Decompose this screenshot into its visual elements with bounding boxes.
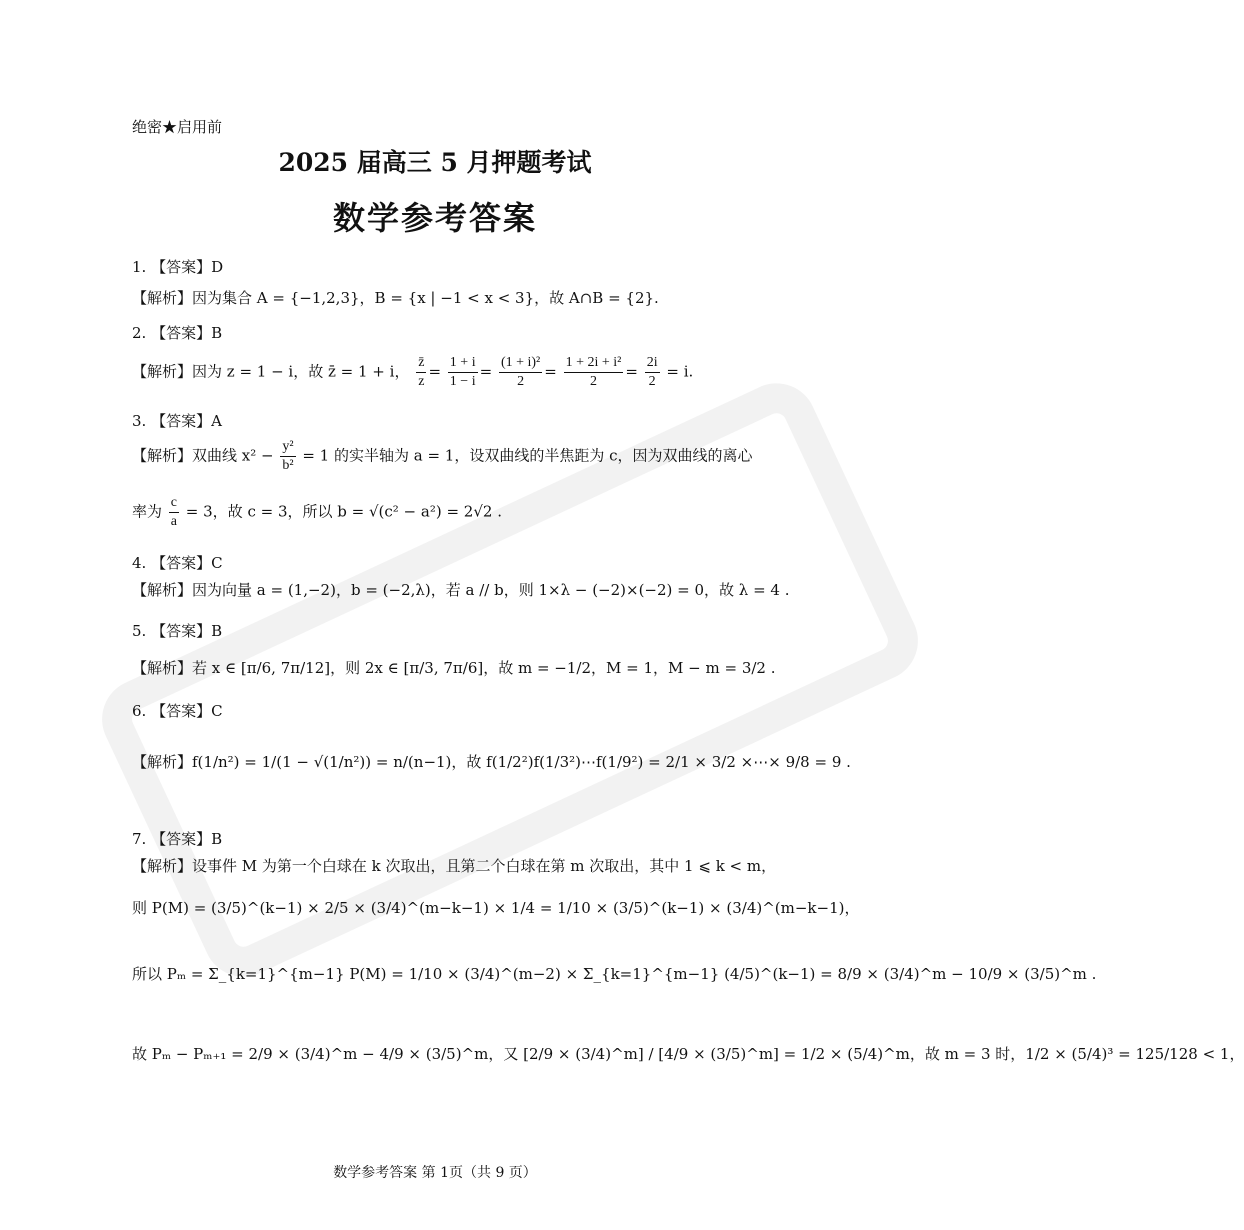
- solution-2-end: = i.: [666, 362, 694, 381]
- solution-3-text-a: 【解析】双曲线 x² −: [132, 446, 274, 465]
- answer-4: 4. 【答案】C: [132, 554, 223, 572]
- answer-1: 1. 【答案】D: [132, 258, 224, 276]
- answer-5: 5. 【答案】B: [132, 622, 223, 640]
- solution-7-line3: 所以 Pₘ = Σ_{k=1}^{m−1} P(M) = 1/10 × (3/4)^(m−2) × Σ_{k=1}^{m−1} (4/5)^(k−1) = 8/9 × (3/4)^m − 10/9 × (3/5)^m .: [132, 965, 1097, 983]
- solution-7-line2: 则 P(M) = (3/5)^(k−1) × 2/5 × (3/4)^(m−k−1) × 1/4 = 1/10 × (3/5)^(k−1) × (3/4)^(m−k−1)，: [132, 899, 860, 917]
- solution-6: 【解析】f(1/n²) = 1/(1 − √(1/n²)) = n/(n−1)，故 f(1/2²)f(1/3²)⋯f(1/9²) = 2/1 × 3/2 ×⋯× 9/8 = 9 .: [132, 753, 851, 771]
- solution-1: 【解析】因为集合 A = {−1,2,3}，B = {x | −1 < x < 3}，故 A∩B = {2}.: [132, 289, 659, 307]
- solution-2: 【解析】因为 z = 1 − i，故 z̄ = 1 + i， $\frac{z̄}{z}$ = $\frac{1 + i}{1 - i}$ = $\frac{\text{(1 + i)²}}{2}$ = $\frac{\text{1 + 2i + i²}}{2}$ = $\frac{2i}{2}$ = i.: [132, 355, 694, 389]
- solution-3-line1: [132, 438, 753, 475]
- solution-3-text-d: = 3，故 c = 3，所以 b = √(c² − a²) = 2√2 .: [185, 502, 502, 521]
- fraction: $\frac{z̄}{z}$: [418, 355, 425, 389]
- solution-2-text: 【解析】因为 z = 1 − i，故 z̄ = 1 + i，: [132, 362, 410, 381]
- confidential-label: 绝密★启用前: [132, 118, 223, 136]
- solution-4: 【解析】因为向量 a = (1,−2)，b = (−2,λ)，若 a // b，则 1×λ − (−2)×(−2) = 0，故 λ = 4 .: [132, 581, 790, 599]
- fraction: $\frac{\text{1 + 2i + i²}}{2}$: [565, 355, 622, 389]
- solution-3-text-b: = 1 的实半轴为 a = 1，设双曲线的半焦距为 c，因为双曲线的离心: [302, 446, 753, 465]
- answer-7: 7. 【答案】B: [132, 830, 223, 848]
- fraction: $\frac{c}{a}$: [170, 495, 178, 529]
- page-footer: 数学参考答案 第 1页（共 9 页）: [333, 1165, 537, 1181]
- answer-6: 6. 【答案】C: [132, 702, 223, 720]
- solution-3-line2: [132, 494, 502, 531]
- fraction: $\frac{\text{y²}}{\text{b²}}$: [282, 439, 294, 473]
- solution-7-line4: 故 Pₘ − Pₘ₊₁ = 2/9 × (3/4)^m − 4/9 × (3/5)^m，又 [2/9 × (3/4)^m] / [4/9 × (3/5)^m] = 1/2 × (5/4)^m，故 m = 3 时，1/2 × (5/4)³ = 125/128 < 1，: [132, 1045, 1244, 1063]
- exam-title: 2025 届高三 5 月押题考试: [278, 148, 592, 177]
- fraction: $\frac{2i}{2}$: [646, 355, 658, 389]
- fraction: $\frac{1 + i}{1 - i}$: [449, 355, 476, 389]
- solution-5: 【解析】若 x ∈ [π/6, 7π/12]，则 2x ∈ [π/3, 7π/6]，故 m = −1/2，M = 1，M − m = 3/2 .: [132, 659, 776, 677]
- answer-3: 3. 【答案】A: [132, 412, 222, 430]
- solution-3-text-c: 率为: [132, 502, 163, 521]
- document-title: 数学参考答案: [332, 199, 537, 237]
- fraction: $\frac{\text{(1 + i)²}}{2}$: [500, 355, 541, 389]
- answer-2: 2. 【答案】B: [132, 324, 223, 342]
- solution-7-line1: 【解析】设事件 M 为第一个白球在 k 次取出，且第二个白球在第 m 次取出，其中 1 ⩽ k < m，: [132, 857, 777, 875]
